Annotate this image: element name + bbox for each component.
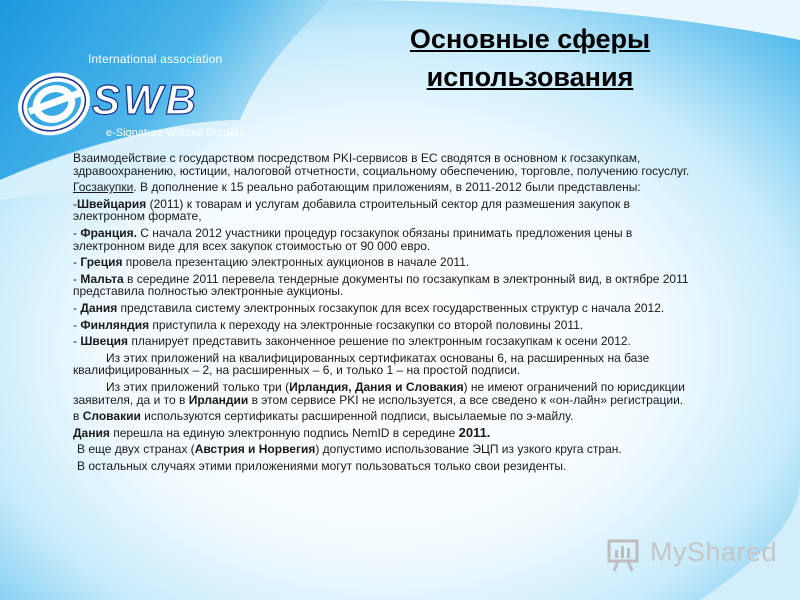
paragraph-certificates: Из этих приложений на квалифицированных сертификатах основаны 6, на расширенных на базе квалифицированных – 2, на расширенных – 6, и только 1 – на простой подписи. xyxy=(73,350,650,378)
countries-bold: Ирландия, Дания и Словакия xyxy=(289,379,464,394)
country-name: Финляндия xyxy=(80,317,150,332)
text-part: в xyxy=(73,409,83,424)
country-name: Дания xyxy=(73,425,110,440)
watermark-text: MyShared xyxy=(650,537,778,567)
page-title xyxy=(300,20,760,96)
paragraph-austria-norway xyxy=(73,443,693,456)
item-text: планирует представить законченное решение по электронным госзакупкам к осени 2012. xyxy=(128,334,631,349)
bullet-dash: - xyxy=(73,334,81,349)
logo-association-text: International association xyxy=(88,52,223,66)
country-name: Мальта xyxy=(80,271,124,286)
list-item-sweden xyxy=(73,335,693,348)
item-text: провела презентацию электронных аукционов в начале 2011. xyxy=(122,255,470,270)
country-name: Швейцария xyxy=(77,196,147,211)
text-part: перешла на единую электронную подпись NemID в середине xyxy=(109,425,459,440)
eswb-logo xyxy=(14,52,274,152)
body-text xyxy=(73,152,693,476)
presentation-icon xyxy=(606,535,646,575)
country-name: Греция xyxy=(80,255,123,270)
list-item-greece xyxy=(73,256,693,269)
text-part: Из этих приложений только три ( xyxy=(106,379,290,394)
item-text: (2011) к товарам и услугам добавила строительный сектор для размешения закупок в электронном формате, xyxy=(73,196,630,224)
bullet-dash: - xyxy=(73,255,81,270)
title-line-1: Основные сферы xyxy=(409,24,651,54)
svg-text:SWB: SWB xyxy=(92,76,199,123)
text-part: в этом сервисе PKI не используется, а все сведено к «он-лайн» регистрации. xyxy=(248,392,684,407)
paragraph-intro: Взаимодействие с государством посредством PKI-сервисов в ЕС сводятся в основном к госзакупкам, здравоохранению, юстиции, налоговой отчетности, социальному обеспечению, торговле, получению госуслуг. xyxy=(73,151,690,178)
country-name: Швеция xyxy=(80,334,129,349)
list-item-france xyxy=(73,227,693,252)
paragraph-slovakia xyxy=(73,410,693,423)
list-item-malta xyxy=(73,273,693,298)
item-text: С начала 2012 участники процедур госзакупок обязаны принимать предложения цены в электронном виде для всех закупок стоимостью от 90 000 евро. xyxy=(73,225,633,253)
bullet-dash: - xyxy=(73,317,81,332)
countries-bold: Австрия и Норвегия xyxy=(194,442,316,457)
myshared-watermark xyxy=(606,535,778,575)
text-part: ) допустимо использование ЭЦП из узкого круга стран. xyxy=(315,442,622,457)
list-item-denmark xyxy=(73,302,693,315)
term-procurement: Госзакупки xyxy=(73,180,134,195)
country-name: Дания xyxy=(80,300,118,315)
country-name: Ирландии xyxy=(188,392,249,407)
text-part: В еще двух странах ( xyxy=(77,442,195,457)
paragraph-jurisdiction xyxy=(73,381,693,406)
title-line-2: использования xyxy=(426,62,634,92)
year-bold: 2011. xyxy=(458,424,491,440)
text-part: используются сертификаты расширенной подписи, высылаемые по э-майлу. xyxy=(140,409,574,424)
bullet-dash: - xyxy=(73,225,81,240)
procurement-text: . В дополнение к 15 реально работающим приложениям, в 2011-2012 были представлены: xyxy=(133,180,641,195)
list-item-finland xyxy=(73,319,693,332)
text-part: ) не имеют ограничений по юрисдикции заявителя, да и то в xyxy=(73,379,685,407)
country-name: Словакии xyxy=(82,409,141,424)
country-name: Франция. xyxy=(80,225,137,240)
paragraph-residents: В остальных случаях этими приложениями могут пользоваться только свои резиденты. xyxy=(77,458,567,473)
bullet-dash: - xyxy=(73,300,81,315)
bullet-dash: - xyxy=(73,271,81,286)
item-text: в середине 2011 перевела тендерные документы по госзакупкам в электронный вид, в октябре 2011 представила полностью электронные аукционы. xyxy=(73,271,689,299)
paragraph-denmark-nemid xyxy=(73,424,693,440)
item-text: приступила к переходу на электронные госзакупки со второй половины 2011. xyxy=(149,317,584,332)
item-text: представила систему электронных госзакупок для всех государственных структур с начала 2012. xyxy=(117,300,665,315)
paragraph-procurement xyxy=(73,181,693,194)
bullet-dash: - xyxy=(73,196,77,211)
list-item-switzerland xyxy=(73,198,693,223)
logo-tagline: e-Signature Without Borders xyxy=(106,127,245,139)
